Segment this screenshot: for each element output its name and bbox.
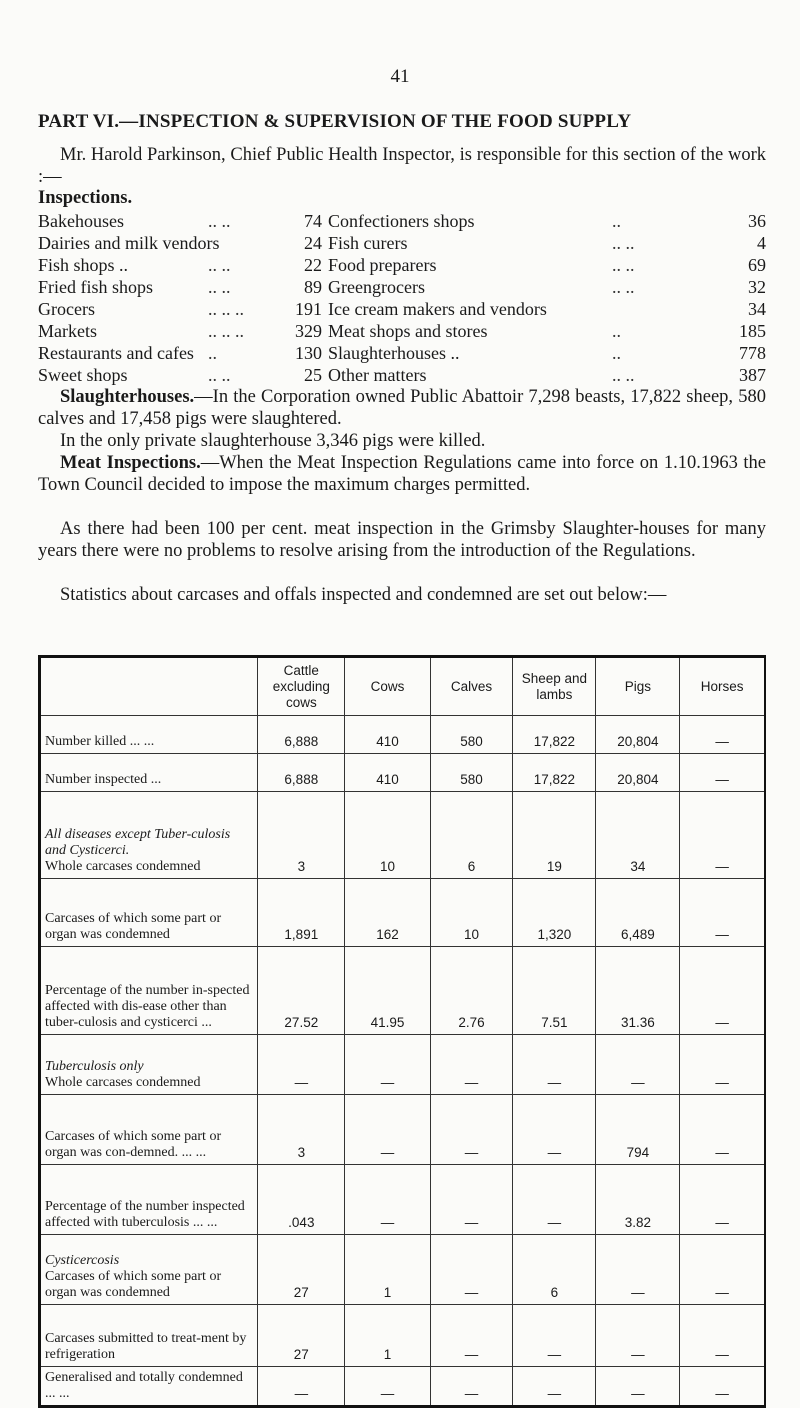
slaughterhouses-title: Slaughterhouses. (60, 387, 195, 407)
inspection-row (38, 254, 766, 276)
leader-dots: .. .. .. (208, 299, 244, 319)
table-cell: 6,888 (258, 754, 345, 792)
meat-inspections-text: —When the Meat Inspection Regulations came into force on 1.10.1963 the Town Council decided to impose the maximum charges permitted. (38, 453, 766, 495)
inspection-label: Food preparers (328, 255, 437, 275)
row-label: Carcases of which some part or organ was condemned (45, 1269, 222, 1300)
inspection-row (38, 320, 766, 342)
column-header: Cows (345, 657, 430, 716)
table-row (40, 947, 766, 1035)
inspection-label: Restaurants and cafes (38, 343, 194, 363)
table-row (40, 879, 766, 947)
inspection-count: 22 (304, 255, 322, 275)
table-cell: — (680, 1235, 765, 1305)
inspection-count: 185 (739, 321, 766, 341)
table-cell: — (430, 1035, 513, 1095)
inspection-label: Ice cream makers and vendors (328, 299, 547, 319)
row-label-cell (40, 1235, 258, 1305)
leader-dots: .. .. (208, 277, 231, 297)
table-row (40, 1305, 766, 1367)
meat-inspections-paragraph (38, 452, 766, 496)
table-row (40, 716, 766, 754)
table-cell: .043 (258, 1165, 345, 1235)
table-cell: — (430, 1305, 513, 1367)
table-cell: — (596, 1367, 680, 1407)
table-cell: — (430, 1235, 513, 1305)
inspection-label: Dairies and milk vendors (38, 233, 220, 253)
header-blank-cell (40, 657, 258, 716)
row-label-cell (40, 1035, 258, 1095)
inspection-count: 130 (295, 343, 322, 363)
table-cell: — (596, 1035, 680, 1095)
table-cell: — (680, 792, 765, 879)
inspection-count: 36 (748, 211, 766, 231)
inspection-label: Fish curers (328, 233, 408, 253)
leader-dots: .. .. (612, 365, 635, 385)
table-cell: — (430, 1367, 513, 1407)
row-subheading: Tuberculosis only (45, 1059, 144, 1074)
table-cell: — (513, 1095, 596, 1165)
inspection-count: 89 (304, 277, 322, 297)
inspection-row (38, 276, 766, 298)
inspection-count: 4 (757, 233, 766, 253)
table-cell: — (345, 1035, 430, 1095)
grimsby-paragraph: As there had been 100 per cent. meat inspection in the Grimsby Slaughter-houses for many years there were no problems to resolve arising from the introduction of the Regulations. (38, 519, 766, 561)
column-header: Sheep and lambs (513, 657, 596, 716)
private-slaughterhouse-paragraph: In the only private slaughterhouse 3,346 pigs were killed. (60, 431, 486, 451)
table-row (40, 1235, 766, 1305)
table-cell: — (680, 1095, 765, 1165)
table-cell: 31.36 (596, 947, 680, 1035)
table-cell: 1 (345, 1305, 430, 1367)
table-cell: 1,320 (513, 879, 596, 947)
table-cell: 6,888 (258, 716, 345, 754)
inspection-count: 34 (748, 299, 766, 319)
inspection-count: 24 (304, 233, 322, 253)
table-cell: — (513, 1305, 596, 1367)
column-header: Calves (430, 657, 513, 716)
inspection-count: 329 (295, 321, 322, 341)
row-label-cell (40, 754, 258, 792)
intro-paragraph: Mr. Harold Parkinson, Chief Public Health Inspector, is responsible for this section of the work :— (38, 145, 766, 187)
inspection-count: 74 (304, 211, 322, 231)
leader-dots: .. (612, 343, 621, 363)
table-cell: 19 (513, 792, 596, 879)
page-number: 41 (390, 66, 410, 87)
table-cell: 17,822 (513, 716, 596, 754)
table-cell: 3 (258, 1095, 345, 1165)
leader-dots: .. .. (612, 233, 635, 253)
table-cell: 794 (596, 1095, 680, 1165)
table-cell: 162 (345, 879, 430, 947)
inspection-count: 32 (748, 277, 766, 297)
table-cell: 17,822 (513, 754, 596, 792)
table-cell: — (513, 1165, 596, 1235)
table-row (40, 1165, 766, 1235)
inspection-row (38, 298, 766, 320)
column-header: Cattle excluding cows (258, 657, 345, 716)
table-cell: 6 (430, 792, 513, 879)
inspection-label: Fried fish shops (38, 277, 154, 297)
row-label: Carcases submitted to treat-ment by refrigeration (45, 1331, 247, 1362)
table-cell: 3.82 (596, 1165, 680, 1235)
table-cell: 10 (345, 792, 430, 879)
inspection-label: Greengrocers (328, 277, 425, 297)
row-label: Whole carcases condemned (45, 1075, 201, 1090)
table-row (40, 1367, 766, 1407)
table-cell: — (680, 1305, 765, 1367)
table-cell: — (680, 1367, 765, 1407)
table-cell: — (513, 1367, 596, 1407)
table-cell: — (680, 1165, 765, 1235)
table-cell: 1 (345, 1235, 430, 1305)
table-cell: 6,489 (596, 879, 680, 947)
inspection-label: Grocers (38, 299, 95, 319)
table-cell: — (345, 1367, 430, 1407)
inspection-label: Bakehouses (38, 211, 124, 231)
inspection-row (38, 364, 766, 386)
inspections-title: Inspections. (38, 188, 133, 208)
table-cell: — (258, 1367, 345, 1407)
inspection-label: Markets (38, 321, 97, 341)
row-label: Number killed ... ... (45, 734, 155, 749)
table-cell: 580 (430, 754, 513, 792)
slaughterhouses-text: —In the Corporation owned Public Abattoir 7,298 beasts, 17,822 sheep, 580 calves and 17,458 pigs were slaughtered. (38, 387, 766, 429)
table-row (40, 1035, 766, 1095)
row-label-cell (40, 1165, 258, 1235)
inspection-count: 778 (739, 343, 766, 363)
inspection-label: Confectioners shops (328, 211, 475, 231)
table-cell: 3 (258, 792, 345, 879)
table-cell: — (430, 1165, 513, 1235)
table-cell: — (345, 1165, 430, 1235)
table-cell: — (680, 716, 765, 754)
table-cell: — (596, 1305, 680, 1367)
inspections-list (38, 210, 766, 386)
table-cell: 34 (596, 792, 680, 879)
inspection-row (38, 210, 766, 232)
section-heading: PART VI.—INSPECTION & SUPERVISION OF THE FOOD SUPPLY (38, 111, 632, 132)
inspection-label: Fish shops .. (38, 255, 129, 275)
statistics-paragraph: Statistics about carcases and offals inspected and condemned are set out below:— (60, 585, 667, 605)
table-cell: — (680, 947, 765, 1035)
table-cell: 6 (513, 1235, 596, 1305)
table-cell: — (596, 1235, 680, 1305)
row-label-cell (40, 1095, 258, 1165)
inspection-count: 25 (304, 365, 322, 385)
column-header: Horses (680, 657, 765, 716)
table-cell: — (345, 1095, 430, 1165)
leader-dots: .. .. (208, 365, 231, 385)
row-subheading: Cysticercosis (45, 1253, 120, 1268)
table-cell: — (680, 879, 765, 947)
table-header-row (40, 657, 766, 716)
table-cell: 410 (345, 716, 430, 754)
inspection-row (38, 232, 766, 254)
row-label-cell (40, 1305, 258, 1367)
row-label-cell (40, 792, 258, 879)
row-label: Carcases of which some part or organ was condemned (45, 911, 222, 942)
row-label: Carcases of which some part or organ was con-demned. ... ... (45, 1129, 222, 1160)
row-label: Number inspected ... (45, 772, 162, 787)
leader-dots: .. (612, 321, 621, 341)
leader-dots: .. .. (208, 211, 231, 231)
leader-dots: .. .. (208, 255, 231, 275)
table-cell: — (258, 1035, 345, 1095)
inspection-count: 387 (739, 365, 766, 385)
leader-dots: .. .. (612, 277, 635, 297)
table-cell: 580 (430, 716, 513, 754)
table-cell: 10 (430, 879, 513, 947)
table-cell: 41.95 (345, 947, 430, 1035)
table-cell: — (513, 1035, 596, 1095)
row-label: Percentage of the number in-spected affected with dis-ease other than tuber-culosis and cysticerci ... (45, 983, 250, 1030)
table-cell: 27 (258, 1235, 345, 1305)
leader-dots: .. (612, 211, 621, 231)
row-label: Generalised and totally condemned ... ... (45, 1370, 243, 1401)
table-cell: 27 (258, 1305, 345, 1367)
slaughterhouses-paragraph (38, 386, 766, 430)
table-cell: 7.51 (513, 947, 596, 1035)
table-cell: — (430, 1095, 513, 1165)
meat-inspections-title: Meat Inspections. (60, 453, 201, 473)
table-cell: 20,804 (596, 716, 680, 754)
inspection-label: Slaughterhouses .. (328, 343, 460, 363)
table-cell: — (680, 1035, 765, 1095)
leader-dots: .. .. (612, 255, 635, 275)
row-label: Whole carcases condemned (45, 859, 201, 874)
row-label-cell (40, 716, 258, 754)
row-label: Percentage of the number inspected affected with tuberculosis ... ... (45, 1199, 245, 1230)
table-row (40, 1095, 766, 1165)
table-cell: 1,891 (258, 879, 345, 947)
table-cell: — (680, 754, 765, 792)
table-cell: 27.52 (258, 947, 345, 1035)
leader-dots: .. (208, 343, 217, 363)
inspection-label: Meat shops and stores (328, 321, 488, 341)
table-cell: 410 (345, 754, 430, 792)
row-label-cell (40, 1367, 258, 1407)
column-header: Pigs (596, 657, 680, 716)
carcase-statistics-table (38, 655, 766, 1408)
inspection-label: Other matters (328, 365, 427, 385)
row-label-cell (40, 879, 258, 947)
table-row (40, 792, 766, 879)
inspection-count: 191 (295, 299, 322, 319)
row-label-cell (40, 947, 258, 1035)
table-row (40, 754, 766, 792)
table-cell: 20,804 (596, 754, 680, 792)
inspection-label: Sweet shops (38, 365, 128, 385)
table-cell: 2.76 (430, 947, 513, 1035)
inspection-count: 69 (748, 255, 766, 275)
leader-dots: .. .. .. (208, 321, 244, 341)
row-subheading: All diseases except Tuber-culosis and Cysticerci. (45, 827, 231, 858)
inspection-row (38, 342, 766, 364)
